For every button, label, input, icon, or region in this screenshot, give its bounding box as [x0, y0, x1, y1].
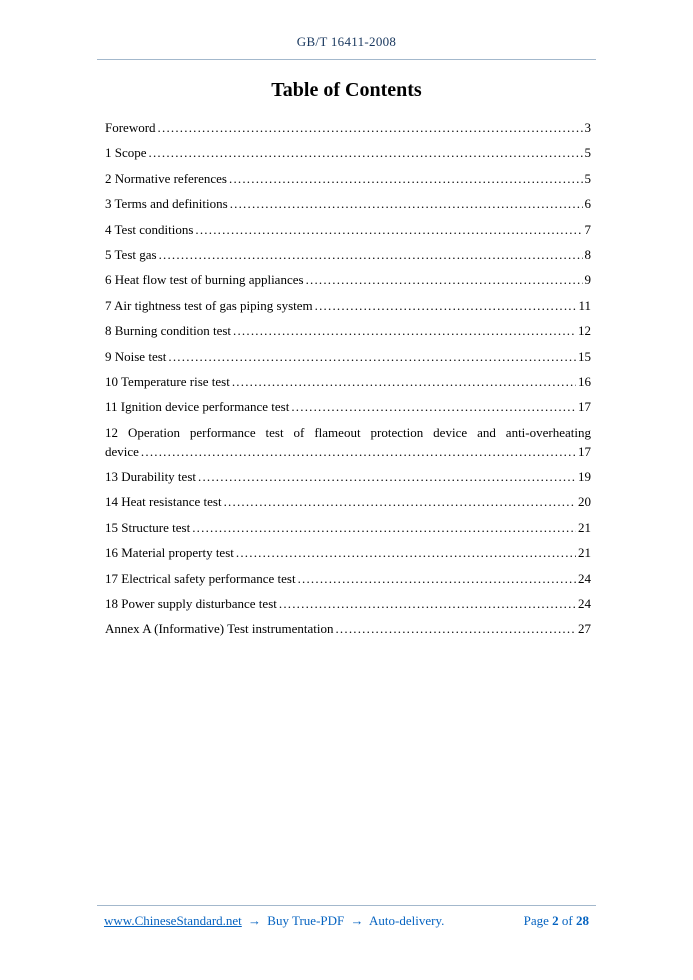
toc-entry: [105, 321, 591, 340]
toc-entry-page: 19: [578, 469, 591, 485]
dot-leader: [315, 296, 577, 315]
dot-leader: [279, 594, 576, 613]
toc-entry: [105, 543, 591, 562]
toc-entry-page: 24: [578, 596, 591, 612]
toc-entry-page: 8: [584, 246, 591, 262]
toc-entry-page: 16: [578, 373, 591, 389]
toc-entry-page: 6: [584, 196, 591, 212]
toc-entry: [105, 423, 591, 461]
toc-entry-title: 16 Material property test: [105, 545, 234, 561]
dot-leader: [195, 220, 582, 239]
toc-entry-title: 17 Electrical safety performance test: [105, 570, 296, 586]
footer-buy-text: Buy True-PDF: [267, 913, 345, 928]
page-label: Page: [523, 913, 549, 928]
toc-entry-page: 21: [578, 545, 591, 561]
footer-divider: [97, 905, 596, 906]
toc-entry-title: 14 Heat resistance test: [105, 494, 222, 510]
toc-entry-title: 6 Heat flow test of burning appliances: [105, 272, 304, 288]
toc-entry-title: 15 Structure test: [105, 519, 191, 535]
toc-entry-title: 8 Burning condition test: [105, 323, 232, 339]
toc-entry: [105, 467, 591, 486]
toc-entry-title: 18 Power supply disturbance test: [105, 596, 277, 612]
table-of-contents: [105, 118, 591, 645]
toc-entry: [105, 372, 591, 391]
toc-entry-page: 24: [578, 570, 591, 586]
toc-entry-page: 5: [584, 145, 591, 161]
dot-leader: [198, 467, 576, 486]
toc-entry-title: 13 Durability test: [105, 469, 196, 485]
toc-entry-page: 27: [578, 621, 591, 637]
dot-leader: [291, 397, 576, 416]
toc-entry-page: 9: [584, 272, 591, 288]
arrow-icon: →: [350, 913, 364, 928]
toc-entry-page: 3: [584, 120, 591, 135]
toc-entry: [105, 270, 591, 289]
toc-entry: [105, 220, 591, 239]
toc-entry-title: 11 Ignition device performance test: [105, 399, 290, 415]
toc-entry-page: 17: [578, 399, 591, 415]
toc-entry-title-line1: 12 Operation performance test of flameout protection device and anti-overheating: [105, 424, 591, 440]
page-footer: [97, 905, 596, 929]
dot-leader: [306, 270, 583, 289]
dot-leader: [335, 619, 576, 638]
toc-entry-title: Annex A (Informative) Test instrumentation: [105, 621, 334, 637]
dot-leader: [230, 194, 583, 213]
toc-entry-title: 7 Air tightness test of gas piping system: [105, 297, 313, 313]
footer-info: [104, 913, 444, 929]
toc-entry-title-line2: device: [105, 443, 139, 459]
toc-entry-title: 3 Terms and definitions: [105, 196, 228, 212]
toc-entry-page: 17: [578, 443, 591, 459]
table-of-contents-title: Table of Contents: [271, 79, 422, 101]
toc-entry-page: 12: [578, 323, 591, 339]
of-label: of: [561, 913, 573, 928]
dot-leader: [232, 372, 576, 391]
toc-entry-page: 21: [578, 519, 591, 535]
page-current-number: 2: [552, 913, 559, 928]
toc-entry: [105, 397, 591, 416]
toc-entry: [105, 245, 591, 264]
toc-entry: [105, 118, 591, 137]
dot-leader: [298, 569, 576, 588]
toc-entry-page: 7: [584, 221, 591, 237]
dot-leader: [168, 347, 576, 366]
toc-entry-title: 2 Normative references: [105, 170, 227, 186]
toc-entry: [105, 143, 591, 162]
page-total-number: 28: [576, 913, 589, 928]
toc-entry: [105, 347, 591, 366]
toc-entry: [105, 492, 591, 511]
dot-leader: [229, 169, 583, 188]
arrow-icon: →: [248, 913, 262, 928]
dot-leader: [224, 492, 576, 511]
dot-leader: [159, 245, 583, 264]
dot-leader: [141, 442, 576, 461]
toc-entry: [105, 619, 591, 638]
dot-leader: [192, 518, 576, 537]
header-divider: [97, 59, 596, 60]
toc-entry: [105, 169, 591, 188]
toc-entry: [105, 518, 591, 537]
toc-entry: [105, 594, 591, 613]
page-indicator: [524, 913, 589, 929]
toc-entry-page: 15: [578, 348, 591, 364]
dot-leader: [158, 118, 583, 137]
chinesestandard-link[interactable]: www.ChineseStandard.net: [104, 913, 242, 928]
toc-entry-title: 5 Test gas: [105, 246, 157, 262]
page-header: [97, 34, 596, 60]
toc-entry: [105, 569, 591, 588]
footer-delivery-text: Auto-delivery.: [369, 913, 445, 928]
doc-number: GB/T 16411-2008: [296, 34, 397, 49]
toc-entry-page: 11: [578, 297, 591, 313]
dot-leader: [149, 143, 583, 162]
toc-entry-title: Foreword: [105, 120, 156, 135]
toc-entry-title: 9 Noise test: [105, 348, 167, 364]
toc-entry-page: 20: [578, 494, 591, 510]
toc-entry: [105, 296, 591, 315]
dot-leader: [233, 321, 576, 340]
dot-leader: [236, 543, 576, 562]
toc-entry: [105, 194, 591, 213]
toc-entry-page: 5: [584, 170, 591, 186]
toc-entry-title: 10 Temperature rise test: [105, 373, 230, 389]
toc-entry-title: 4 Test conditions: [105, 221, 194, 237]
toc-entry-title: 1 Scope: [105, 145, 147, 161]
